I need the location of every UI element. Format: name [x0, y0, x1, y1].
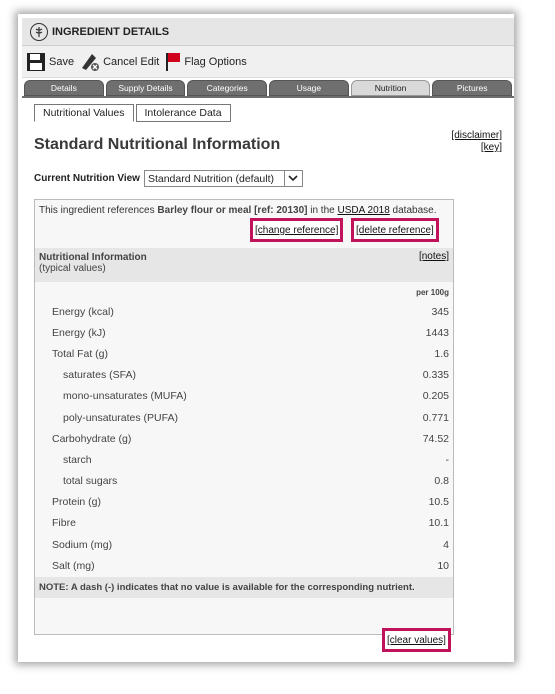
flag-icon: [165, 52, 181, 72]
tab-pictures[interactable]: Pictures: [432, 80, 512, 96]
nutrition-row-value: 0.205: [422, 390, 449, 403]
nutrition-row-label: mono-unsaturates (MUFA): [63, 390, 187, 403]
tab-categories[interactable]: Categories: [187, 80, 267, 96]
nutrition-row-value: 1.6: [434, 347, 449, 360]
subtab-intolerance-data[interactable]: Intolerance Data: [136, 104, 231, 122]
reference-post: database.: [389, 205, 437, 216]
nutrition-row-label: Protein (g): [52, 496, 102, 509]
info-links: [451, 130, 502, 154]
nutrition-row: [35, 386, 453, 407]
nutrition-row-value: 10.1: [428, 517, 449, 530]
subtabs: [34, 104, 502, 122]
chevron-down-icon: [284, 171, 302, 186]
change-reference-highlight: [250, 218, 343, 242]
nutrition-row-label: Energy (kJ): [52, 326, 106, 339]
subtab-nutritional-values[interactable]: Nutritional Values: [34, 104, 134, 122]
tab-usage[interactable]: Usage: [269, 80, 349, 96]
clear-values-highlight: [382, 628, 451, 652]
nutrition-row-label: Carbohydrate (g): [52, 432, 132, 445]
notes-link[interactable]: [notes]: [418, 251, 449, 262]
nutrition-row: [35, 301, 453, 322]
change-reference-link[interactable]: [change reference]: [255, 225, 339, 236]
nutrition-row-value: 0.771: [422, 411, 449, 424]
disclaimer-link[interactable]: [disclaimer]: [451, 130, 502, 141]
nutrition-row: [35, 322, 453, 343]
tab-nutrition[interactable]: Nutrition: [351, 80, 431, 96]
ingredient-details-window: [22, 18, 514, 660]
nutrition-row-label: Sodium (mg): [52, 538, 113, 551]
nutrition-row-label: Salt (mg): [52, 559, 95, 572]
nutrition-row: [35, 513, 453, 534]
nutrition-row: [35, 492, 453, 513]
nutrition-row-label: Total Fat (g): [52, 347, 109, 360]
page-title: Standard Nutritional Information: [34, 136, 281, 153]
nutrition-row-value: -: [445, 453, 449, 466]
nutrition-row: [35, 449, 453, 470]
window-title: INGREDIENT DETAILS: [52, 25, 170, 38]
database-link[interactable]: USDA 2018: [337, 205, 390, 216]
cancel-edit-label: Cancel Edit: [103, 55, 160, 68]
nutrition-view-label: Current Nutrition View: [34, 173, 140, 184]
save-label: Save: [49, 55, 75, 68]
key-link[interactable]: [key]: [480, 142, 502, 153]
nutrition-row: [35, 555, 453, 576]
title-bar: [22, 18, 514, 46]
nutrition-row-value: 4: [443, 538, 449, 551]
tab-supply-details[interactable]: Supply Details: [106, 80, 186, 96]
nutrition-row-value: 0.335: [422, 369, 449, 382]
unit-label: per 100g: [416, 288, 449, 297]
reference-text: [35, 200, 453, 218]
clear-values-area: [382, 628, 451, 652]
nutrition-header-subtitle: (typical values): [39, 263, 106, 274]
nutrition-row-value: 10.5: [428, 496, 449, 509]
nutrition-row: [35, 428, 453, 449]
nutrition-row-value: 0.8: [434, 475, 449, 488]
clear-values-link[interactable]: [clear values]: [387, 635, 446, 646]
main-tabs: [22, 78, 514, 96]
nutrition-view-row: [34, 170, 502, 187]
nutrition-header: [35, 248, 453, 282]
reference-ingredient: Barley flour or meal [ref: 20130]: [157, 205, 308, 216]
heading-row: [34, 126, 502, 158]
nutrition-rows: [35, 301, 453, 576]
nutrition-row-label: total sugars: [63, 475, 118, 488]
nutrition-row-value: 74.52: [422, 432, 449, 445]
nutrition-header-title: Nutritional Information: [39, 252, 147, 263]
nutrition-row-label: poly-unsaturates (PUFA): [63, 411, 178, 424]
nutrition-row-value: 1443: [425, 326, 449, 339]
tab-details[interactable]: Details: [24, 80, 104, 96]
toolbar: [22, 46, 514, 78]
nutrition-row-label: Fibre: [52, 517, 76, 530]
nutrition-row-label: starch: [63, 453, 92, 466]
nutrition-row: [35, 471, 453, 492]
nutrition-row: [35, 365, 453, 386]
reference-mid: in the: [307, 205, 338, 216]
save-icon: [26, 52, 46, 72]
save-button[interactable]: [26, 52, 74, 72]
nutrition-row-label: Energy (kcal): [52, 305, 114, 318]
nutrition-content: [22, 98, 514, 635]
nutrition-row-value: 10: [437, 559, 449, 572]
nutrition-panel: [34, 199, 454, 635]
cancel-edit-icon: [80, 52, 100, 72]
flag-options-button[interactable]: [165, 52, 246, 72]
flag-options-label: Flag Options: [184, 55, 247, 68]
cancel-edit-button[interactable]: [80, 52, 159, 72]
reference-actions: [35, 218, 453, 248]
nutrition-row-value: 345: [431, 305, 449, 318]
nutrition-view-value: Standard Nutrition (default): [147, 172, 275, 185]
delete-reference-link[interactable]: [delete reference]: [356, 225, 434, 236]
nutrition-view-select[interactable]: [144, 170, 303, 187]
nutrition-row: [35, 407, 453, 428]
ingredient-icon: [30, 23, 48, 41]
nutrition-row-label: saturates (SFA): [63, 369, 136, 382]
nutrition-row: [35, 343, 453, 364]
reference-pre: This ingredient references: [39, 205, 158, 216]
nutrition-note: NOTE: A dash (-) indicates that no value is available for the corresponding nutrient.: [35, 577, 453, 598]
nutrition-row: [35, 534, 453, 555]
delete-reference-highlight: [351, 218, 439, 242]
